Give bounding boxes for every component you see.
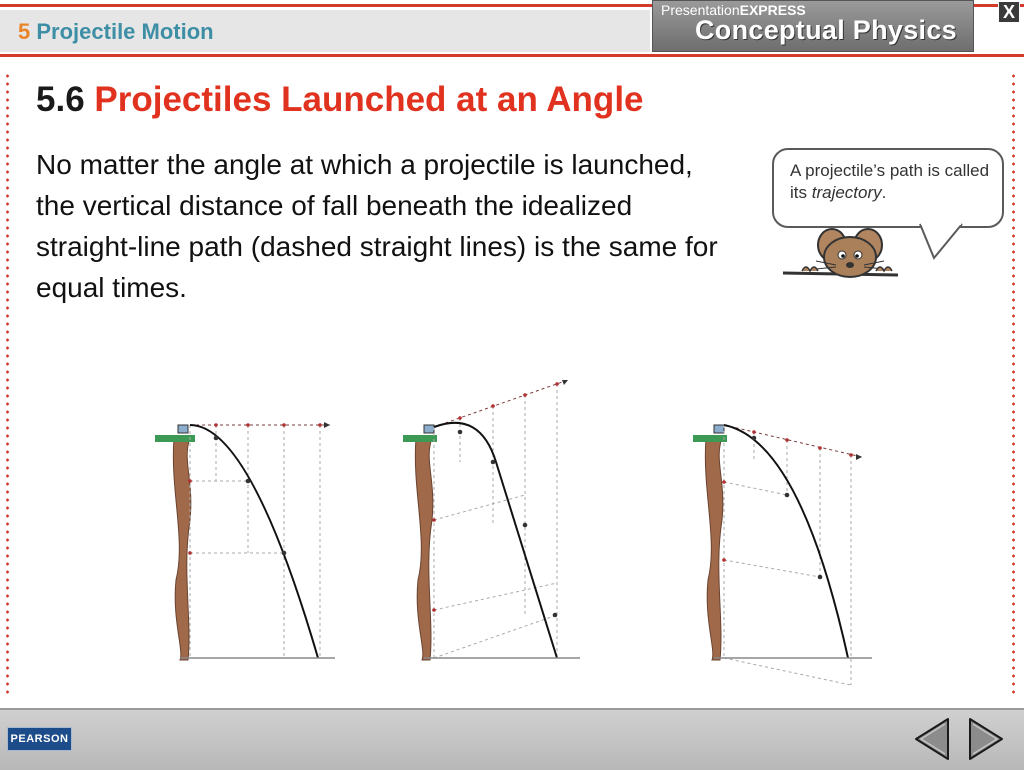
- footer-bar: [0, 708, 1024, 770]
- chapter-title: [18, 19, 214, 45]
- brand-logo: [652, 0, 974, 52]
- speech-bubble-tail: [916, 222, 976, 262]
- trajectory-curve: [434, 423, 557, 658]
- trajectory-curve: [190, 425, 318, 658]
- close-button[interactable]: [998, 1, 1020, 23]
- brand-prefix: PresentationEXPRESS: [661, 2, 806, 18]
- cliff-icon: [173, 438, 190, 660]
- callout-text: A projectile’s path is called its trajectory.: [790, 161, 990, 202]
- cliff-top: [693, 435, 727, 442]
- header-bar: [0, 0, 1024, 62]
- chapter-number: 5: [18, 19, 31, 44]
- trajectory-figure-upward: [400, 370, 600, 670]
- cliff-icon: [415, 438, 432, 660]
- mouse-illustration: [780, 205, 900, 290]
- cannon-icon: [714, 425, 724, 433]
- next-button[interactable]: [966, 717, 1006, 761]
- section-title: [36, 80, 644, 120]
- trajectory-figure-downward: [690, 370, 890, 695]
- previous-arrow-icon: [916, 719, 948, 759]
- header-bottom-line: [0, 54, 1024, 57]
- brand-name: Conceptual Physics: [695, 15, 957, 45]
- section-number: 5.6: [36, 80, 85, 119]
- cannon-icon: [424, 425, 434, 433]
- close-icon: X: [1002, 2, 1015, 22]
- cliff-top: [155, 435, 195, 442]
- next-arrow-icon: [970, 719, 1002, 759]
- cliff-top: [403, 435, 437, 442]
- section-heading: Projectiles Launched at an Angle: [94, 80, 644, 119]
- trajectory-figure-horizontal: [150, 370, 350, 670]
- right-dotted-border: [1012, 72, 1015, 694]
- chapter-name: Projectile Motion: [36, 19, 214, 44]
- body-paragraph: No matter the angle at which a projectile is launched, the vertical distance of fall beneath the idealized straight-line path (dashed straight lines) is the same for equal times.: [36, 149, 718, 303]
- left-dotted-border: [6, 72, 9, 694]
- pearson-logo: PEARSON: [7, 727, 72, 751]
- cannon-icon: [178, 425, 188, 433]
- trajectory-curve: [724, 425, 848, 658]
- cliff-icon: [705, 438, 722, 660]
- previous-button[interactable]: [912, 717, 952, 761]
